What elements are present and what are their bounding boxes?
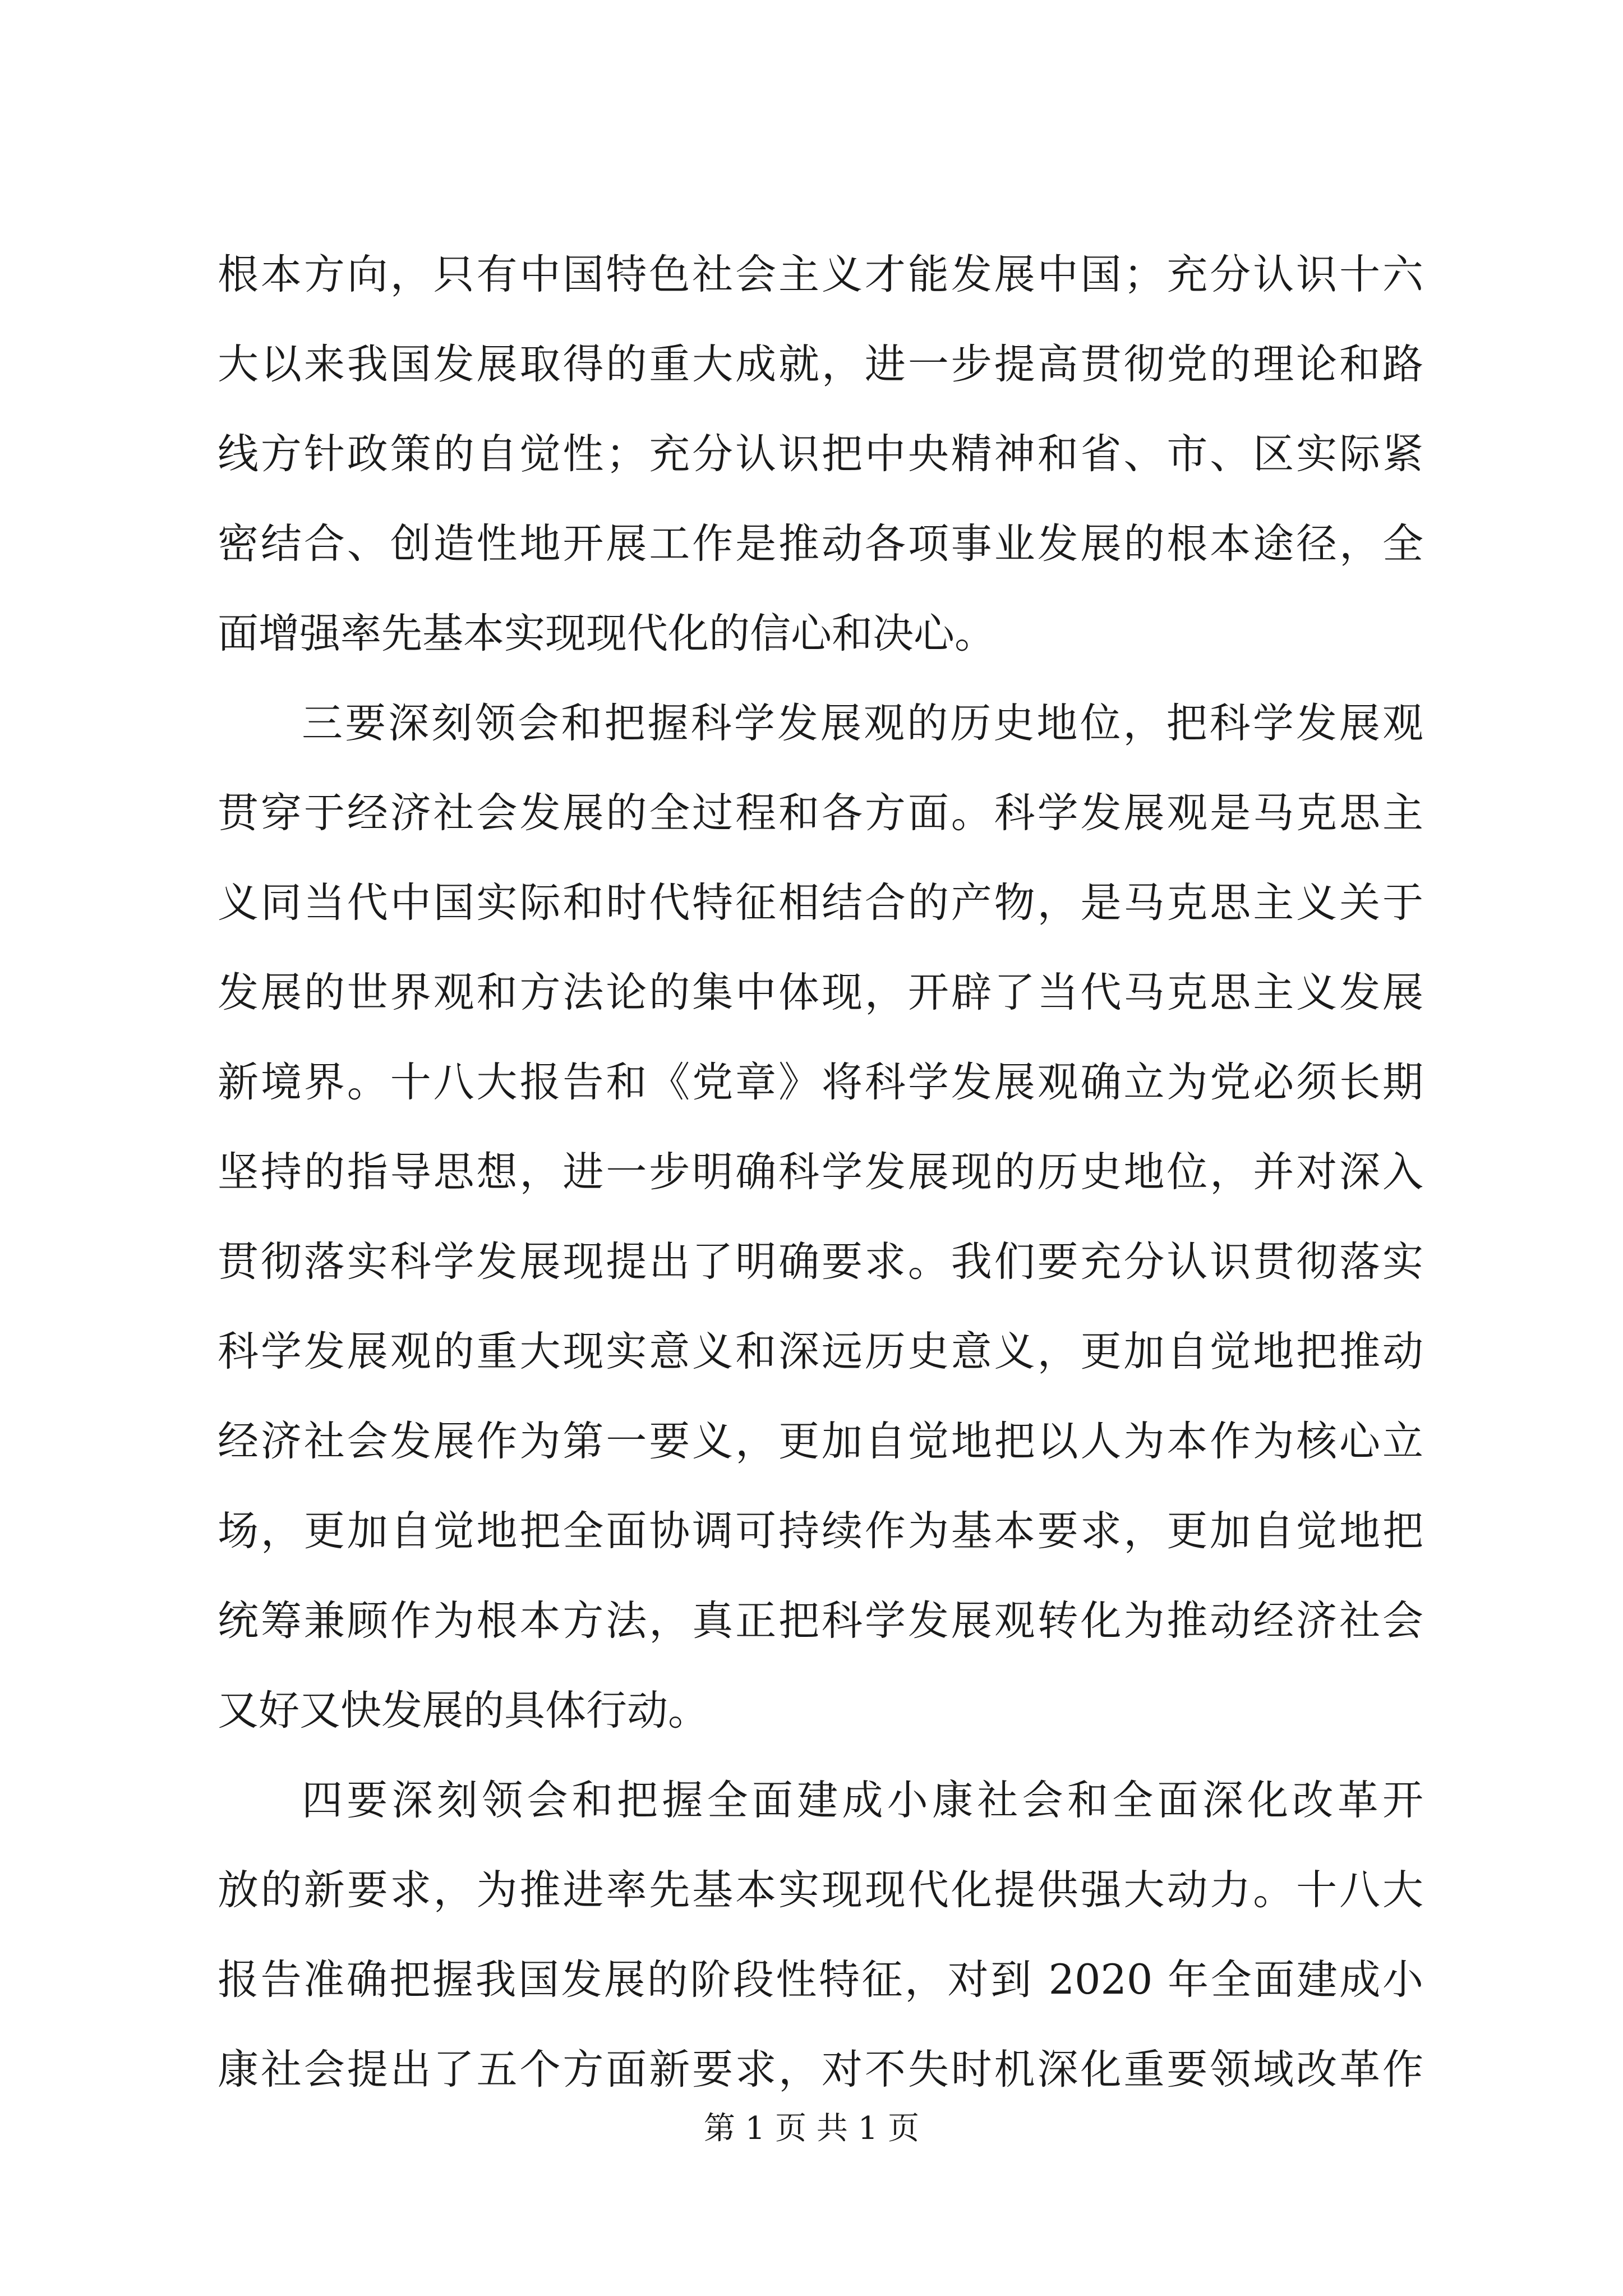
text-line: 放的新要求，为推进率先基本实现现代化提供强大动力。十八大 (218, 1866, 1423, 1914)
text-line: 贯穿于经济社会发展的全过程和各方面。科学发展观是马克思主 (218, 789, 1423, 837)
paragraph-start-line: 三要深刻领会和把握科学发展观的历史地位，把科学发展观 (302, 700, 1423, 747)
document-body (218, 230, 1423, 2115)
text-line: 统筹兼顾作为根本方法，真正把科学发展观转化为推动经济社会 (218, 1597, 1423, 1645)
text-line: 坚持的指导思想，进一步明确科学发展现的历史地位，并对深入 (218, 1148, 1423, 1196)
text-line: 报告准确把握我国发展的阶段性特征，对到 2020 年全面建成小 (218, 1956, 1423, 2004)
text-line: 发展的世界观和方法论的集中体现，开辟了当代马克思主义发展 (218, 969, 1423, 1016)
text-line: 贯彻落实科学发展现提出了明确要求。我们要充分认识贯彻落实 (218, 1238, 1423, 1286)
text-line: 根本方向，只有中国特色社会主义才能发展中国；充分认识十六 (218, 251, 1423, 298)
text-line: 经济社会发展作为第一要义，更加自觉地把以人为本作为核心立 (218, 1418, 1423, 1465)
page-number-footer: 第 1 页 共 1 页 (703, 2110, 920, 2147)
text-line: 又好又快发展的具体行动。 (218, 1687, 709, 1734)
text-line: 面增强率先基本实现现代化的信心和决心。 (218, 610, 995, 657)
paragraph-start-line: 四要深刻领会和把握全面建成小康社会和全面深化改革开 (302, 1777, 1423, 1824)
text-line: 义同当代中国实际和时代特征相结合的产物，是马克思主义关于 (218, 879, 1423, 927)
text-line: 康社会提出了五个方面新要求，对不失时机深化重要领域改革作 (218, 2046, 1423, 2093)
text-line: 密结合、创造性地开展工作是推动各项事业发展的根本途径，全 (218, 520, 1423, 568)
text-line: 大以来我国发展取得的重大成就，进一步提高贯彻党的理论和路 (218, 341, 1423, 388)
text-line: 科学发展观的重大现实意义和深远历史意义，更加自觉地把推动 (218, 1328, 1423, 1375)
text-line: 新境界。十八大报告和《党章》将科学发展观确立为党必须长期 (218, 1059, 1423, 1106)
text-line: 场，更加自觉地把全面协调可持续作为基本要求，更加自觉地把 (218, 1507, 1423, 1555)
text-line: 线方针政策的自觉性；充分认识把中央精神和省、市、区实际紧 (218, 430, 1423, 478)
